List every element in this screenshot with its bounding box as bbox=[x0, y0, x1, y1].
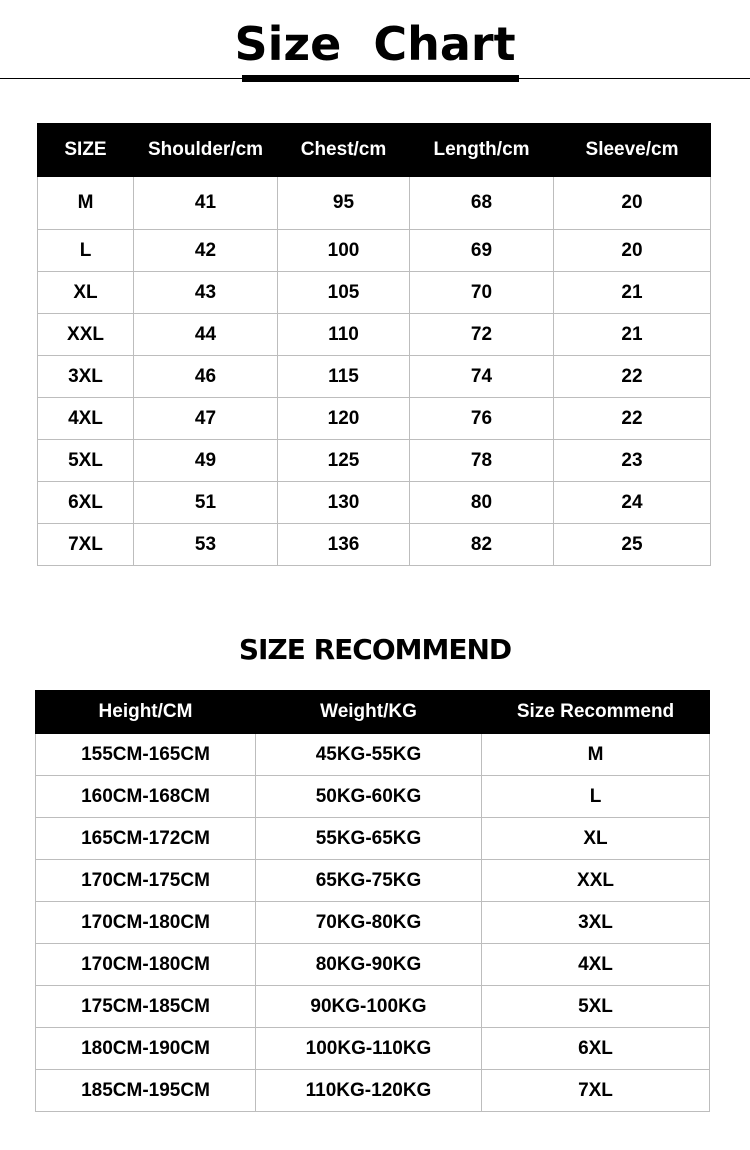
recommend-row bbox=[36, 860, 710, 902]
table-cell: 136 bbox=[278, 524, 410, 566]
table-cell: 74 bbox=[410, 356, 554, 398]
size-chart-row bbox=[38, 314, 711, 356]
recommend-row bbox=[36, 986, 710, 1028]
table-cell: 125 bbox=[278, 440, 410, 482]
size-chart-header: Sleeve/cm bbox=[554, 124, 711, 177]
table-cell: 170CM-180CM bbox=[36, 944, 256, 986]
table-cell: 53 bbox=[134, 524, 278, 566]
table-cell: 95 bbox=[278, 177, 410, 230]
recommend-header: Size Recommend bbox=[482, 691, 710, 734]
table-cell: XL bbox=[482, 818, 710, 860]
recommend-row bbox=[36, 734, 710, 776]
table-cell: 90KG-100KG bbox=[256, 986, 482, 1028]
table-cell: 55KG-65KG bbox=[256, 818, 482, 860]
table-cell: 68 bbox=[410, 177, 554, 230]
table-cell: 41 bbox=[134, 177, 278, 230]
size-chart-row bbox=[38, 272, 711, 314]
table-cell: 7XL bbox=[482, 1070, 710, 1112]
size-recommend-title: SIZE RECOMMEND bbox=[238, 633, 512, 666]
table-cell: 21 bbox=[554, 314, 711, 356]
table-cell: 20 bbox=[554, 177, 711, 230]
size-recommend-table bbox=[35, 690, 710, 1112]
table-cell: 20 bbox=[554, 230, 711, 272]
size-chart-row bbox=[38, 177, 711, 230]
table-cell: 50KG-60KG bbox=[256, 776, 482, 818]
table-cell: 155CM-165CM bbox=[36, 734, 256, 776]
table-cell: 180CM-190CM bbox=[36, 1028, 256, 1070]
size-chart-row bbox=[38, 524, 711, 566]
table-cell: XXL bbox=[38, 314, 134, 356]
size-chart-table bbox=[37, 123, 711, 566]
table-cell: 22 bbox=[554, 356, 711, 398]
table-cell: 5XL bbox=[482, 986, 710, 1028]
table-cell: M bbox=[482, 734, 710, 776]
table-cell: 4XL bbox=[38, 398, 134, 440]
table-cell: 72 bbox=[410, 314, 554, 356]
table-cell: 170CM-175CM bbox=[36, 860, 256, 902]
table-cell: 110 bbox=[278, 314, 410, 356]
table-cell: 42 bbox=[134, 230, 278, 272]
recommend-row bbox=[36, 944, 710, 986]
table-cell: 24 bbox=[554, 482, 711, 524]
table-cell: 70KG-80KG bbox=[256, 902, 482, 944]
table-cell: 80 bbox=[410, 482, 554, 524]
recommend-row bbox=[36, 1070, 710, 1112]
table-cell: 105 bbox=[278, 272, 410, 314]
title-underline-bar bbox=[242, 75, 519, 82]
table-cell: 82 bbox=[410, 524, 554, 566]
table-cell: 185CM-195CM bbox=[36, 1070, 256, 1112]
table-cell: 100 bbox=[278, 230, 410, 272]
table-cell: 78 bbox=[410, 440, 554, 482]
table-cell: 21 bbox=[554, 272, 711, 314]
table-cell: 76 bbox=[410, 398, 554, 440]
table-cell: XL bbox=[38, 272, 134, 314]
table-cell: L bbox=[482, 776, 710, 818]
table-cell: 47 bbox=[134, 398, 278, 440]
size-chart-row bbox=[38, 230, 711, 272]
table-cell: 44 bbox=[134, 314, 278, 356]
size-chart-header: SIZE bbox=[38, 124, 134, 177]
table-cell: 165CM-172CM bbox=[36, 818, 256, 860]
table-cell: 25 bbox=[554, 524, 711, 566]
recommend-header: Weight/KG bbox=[256, 691, 482, 734]
table-cell: 175CM-185CM bbox=[36, 986, 256, 1028]
table-cell: 7XL bbox=[38, 524, 134, 566]
size-chart-row bbox=[38, 440, 711, 482]
table-cell: 3XL bbox=[38, 356, 134, 398]
size-chart-header: Length/cm bbox=[410, 124, 554, 177]
table-cell: 5XL bbox=[38, 440, 134, 482]
recommend-row bbox=[36, 818, 710, 860]
table-cell: 65KG-75KG bbox=[256, 860, 482, 902]
size-chart-header: Shoulder/cm bbox=[134, 124, 278, 177]
table-cell: 160CM-168CM bbox=[36, 776, 256, 818]
table-cell: 100KG-110KG bbox=[256, 1028, 482, 1070]
recommend-header-row bbox=[36, 691, 710, 734]
size-chart-header: Chest/cm bbox=[278, 124, 410, 177]
table-cell: 23 bbox=[554, 440, 711, 482]
size-chart-row bbox=[38, 398, 711, 440]
table-cell: 45KG-55KG bbox=[256, 734, 482, 776]
recommend-row bbox=[36, 1028, 710, 1070]
table-cell: 43 bbox=[134, 272, 278, 314]
table-cell: 6XL bbox=[38, 482, 134, 524]
table-cell: 170CM-180CM bbox=[36, 902, 256, 944]
table-cell: 51 bbox=[134, 482, 278, 524]
table-cell: 70 bbox=[410, 272, 554, 314]
table-cell: XXL bbox=[482, 860, 710, 902]
table-cell: 80KG-90KG bbox=[256, 944, 482, 986]
size-chart-row bbox=[38, 356, 711, 398]
table-cell: 22 bbox=[554, 398, 711, 440]
table-cell: 6XL bbox=[482, 1028, 710, 1070]
recommend-row bbox=[36, 902, 710, 944]
table-cell: 46 bbox=[134, 356, 278, 398]
table-cell: 120 bbox=[278, 398, 410, 440]
recommend-row bbox=[36, 776, 710, 818]
table-cell: 3XL bbox=[482, 902, 710, 944]
table-cell: L bbox=[38, 230, 134, 272]
table-cell: 69 bbox=[410, 230, 554, 272]
table-cell: 4XL bbox=[482, 944, 710, 986]
recommend-header: Height/CM bbox=[36, 691, 256, 734]
table-cell: M bbox=[38, 177, 134, 230]
page-title: Size Chart bbox=[234, 17, 516, 71]
size-chart-row bbox=[38, 482, 711, 524]
size-chart-header-row bbox=[38, 124, 711, 177]
table-cell: 115 bbox=[278, 356, 410, 398]
table-cell: 130 bbox=[278, 482, 410, 524]
table-cell: 110KG-120KG bbox=[256, 1070, 482, 1112]
table-cell: 49 bbox=[134, 440, 278, 482]
